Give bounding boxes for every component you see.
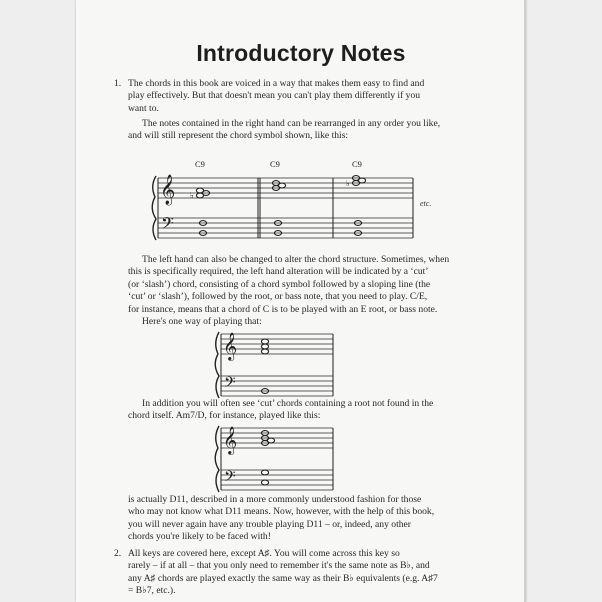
paragraph-line: who may not know what D11 means. Now, however, with the help of this book, — [128, 506, 435, 518]
item-2-line: any A♯ chords are played exactly the same way as their B♭ equivalents (e.g. A♯7 — [128, 572, 438, 584]
page-title: Introductory Notes — [196, 40, 406, 66]
bass-clef-icon: 𝄢 — [224, 374, 236, 395]
paragraph-line: chord itself. Am7/D, for instance, played like this: — [128, 410, 321, 422]
chord-symbol: C9 — [195, 159, 205, 169]
bass-clef-icon: 𝄢 — [161, 213, 174, 237]
bass-notes — [261, 470, 268, 485]
paragraph-line: for instance, means that a chord of C is to be played with an E root, or bass note. — [128, 303, 438, 315]
paragraph-line: The notes contained in the right hand can be rearranged in any order you like, — [142, 118, 441, 129]
item-1-number: 1. — [114, 78, 122, 89]
item-2-number: 2. — [114, 548, 122, 559]
brace-icon — [215, 426, 219, 492]
item-2-line: = B♭7, etc.). — [128, 585, 176, 597]
page-binding-edge — [524, 0, 526, 602]
bass-staff — [221, 376, 333, 396]
paragraph-line: is actually D11, described in a more commonly understood fashion for those — [128, 494, 422, 505]
etc-label: etc. — [420, 199, 432, 208]
item-1-line: play effectively. But that doesn't mean you can't play them differently if you — [128, 90, 421, 102]
music-example-am7-over-d — [213, 422, 338, 500]
paragraph-slash-chords — [128, 254, 449, 328]
chord-symbol: C9 — [352, 159, 362, 169]
paragraph-line: ‘cut’ or ‘slash’), followed by the root, or bass note, that you need to play. C/E, — [128, 291, 428, 303]
item-1-line: want to. — [128, 102, 159, 114]
paragraph-line: and will still represent the chord symbol shown, like this: — [128, 130, 349, 142]
item-2 — [114, 548, 438, 598]
paragraph-line: The left hand can also be changed to alter the chord structure. Sometimes, when — [142, 254, 450, 265]
treble-clef-icon: 𝄞 — [223, 332, 238, 360]
paragraph-d11 — [128, 494, 434, 544]
paragraph-cut-chords — [128, 398, 433, 423]
item-1-line: The chords in this book are voiced in a way that makes them easy to find and — [128, 78, 425, 89]
item-2-line: All keys are covered here, except A♯. You will come across this key so — [128, 548, 400, 559]
paragraph-rearrange — [128, 118, 440, 143]
paragraph-line: chords you're likely to be faced with! — [128, 531, 271, 543]
treble-staff — [221, 428, 333, 448]
treble-clef-icon: 𝄞 — [223, 426, 238, 454]
chord-symbol: C9 — [270, 159, 280, 169]
paragraph-line: Here's one way of playing that: — [142, 316, 262, 328]
brace-icon — [152, 176, 156, 240]
item-1 — [114, 78, 424, 115]
paragraph-line: this is specifically required, the left hand alteration will be indicated by a ‘cut’ — [128, 266, 429, 278]
music-example-c9-voicings — [148, 156, 448, 246]
treble-notes — [261, 339, 268, 354]
treble-clef-icon: 𝄞 — [160, 175, 176, 205]
treble-staff — [221, 334, 333, 354]
paragraph-line: In addition you will often see ‘cut’ chords containing a root not found in the — [142, 398, 434, 409]
bass-staff — [158, 218, 413, 238]
paragraph-line: (or ‘slash’) chord, consisting of a chord symbol followed by a sloping line (the — [128, 278, 431, 290]
paragraph-line: you will never again have any trouble playing D11 – or, indeed, any other — [128, 518, 411, 530]
bass-clef-icon: 𝄢 — [224, 468, 236, 489]
music-example-c-over-e — [213, 328, 338, 403]
bass-staff — [221, 470, 333, 490]
svg-text:♭: ♭ — [346, 179, 350, 188]
brace-icon — [215, 332, 219, 398]
item-2-line: rarely – if at all – that you only need to remember it's the same note as B♭, and — [128, 560, 430, 572]
svg-text:♭: ♭ — [190, 191, 194, 200]
